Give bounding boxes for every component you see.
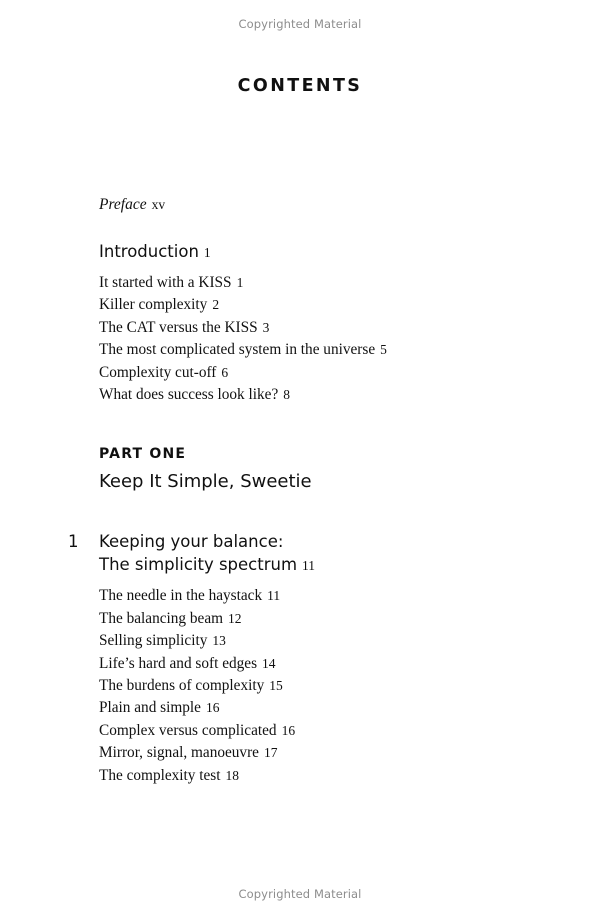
list-item — [99, 317, 539, 339]
entry-title: Killer complexity — [99, 296, 208, 314]
entry-title: The needle in the haystack — [99, 587, 263, 605]
entry-title: Mirror, signal, manoeuvre — [99, 744, 259, 762]
front-matter-page: xv — [151, 197, 166, 212]
entry-page: 17 — [263, 745, 278, 761]
entry-page: 2 — [212, 297, 220, 313]
chapter-number: 1 — [68, 532, 79, 552]
entry-title: The most complicated system in the universe — [99, 341, 376, 359]
entry-page: 12 — [228, 610, 242, 626]
entry-title: Selling simplicity — [99, 632, 208, 650]
list-item — [99, 585, 539, 607]
entry-title: The burdens of complexity — [99, 677, 265, 695]
list-item — [99, 675, 539, 697]
front-matter-title: Preface — [99, 196, 147, 213]
entry-title: It started with a KISS — [99, 274, 232, 291]
chapter-title-line-1: Keeping your balance: — [99, 532, 284, 552]
chapter-title-line-2: The simplicity spectrum — [99, 555, 298, 575]
list-item — [99, 765, 539, 787]
chapter-title — [99, 530, 539, 577]
entry-title: What does success look like? — [99, 386, 279, 404]
section-heading-label: Introduction — [99, 242, 199, 261]
list-item — [99, 339, 539, 361]
entry-page: 3 — [262, 319, 270, 335]
part-title: Keep It Simple, Sweetie — [99, 471, 312, 493]
chapter-page: 11 — [302, 558, 316, 574]
page-title: CONTENTS — [237, 76, 363, 96]
entry-title: Plain and simple — [99, 699, 201, 717]
entry-page: 13 — [212, 633, 226, 649]
chapter-title-line-2-wrap — [99, 553, 539, 577]
list-item — [99, 362, 539, 384]
list-item — [99, 697, 539, 719]
entry-page: 1 — [236, 275, 244, 290]
entry-page: 11 — [267, 588, 281, 604]
copyright-watermark-top: Copyrighted Material — [238, 17, 362, 31]
entry-page: 15 — [269, 678, 283, 694]
chapter-block — [68, 530, 539, 787]
list-item — [99, 653, 539, 675]
entry-page: 5 — [380, 342, 387, 358]
section-heading-page: 1 — [203, 245, 211, 260]
introduction-entry-list — [99, 272, 539, 406]
front-matter-entry — [99, 194, 539, 215]
list-item — [99, 742, 539, 764]
list-item — [99, 384, 539, 406]
entry-title: Complex versus complicated — [99, 721, 277, 739]
part-heading-block — [99, 444, 539, 494]
contents-list — [68, 194, 539, 787]
section-heading-introduction — [99, 241, 539, 264]
entry-title: The complexity test — [99, 766, 221, 784]
list-item — [99, 720, 539, 742]
entry-page: 8 — [283, 387, 291, 403]
entry-title: Complexity cut-off — [99, 363, 217, 381]
copyright-watermark-bottom: Copyrighted Material — [238, 887, 362, 901]
entry-title: The CAT versus the KISS — [99, 318, 258, 336]
list-item — [99, 608, 539, 630]
entry-page: 16 — [205, 700, 220, 716]
entry-title: Life’s hard and soft edges — [99, 654, 258, 672]
entry-page: 18 — [225, 767, 239, 783]
list-item — [99, 630, 539, 652]
list-item — [99, 294, 539, 316]
chapter-entry-list — [99, 585, 539, 787]
list-item — [99, 272, 539, 294]
entry-page: 6 — [221, 364, 229, 380]
entry-page: 16 — [281, 722, 296, 738]
entry-page: 14 — [262, 655, 276, 671]
part-label: PART ONE — [99, 446, 187, 463]
entry-title: The balancing beam — [99, 609, 224, 627]
